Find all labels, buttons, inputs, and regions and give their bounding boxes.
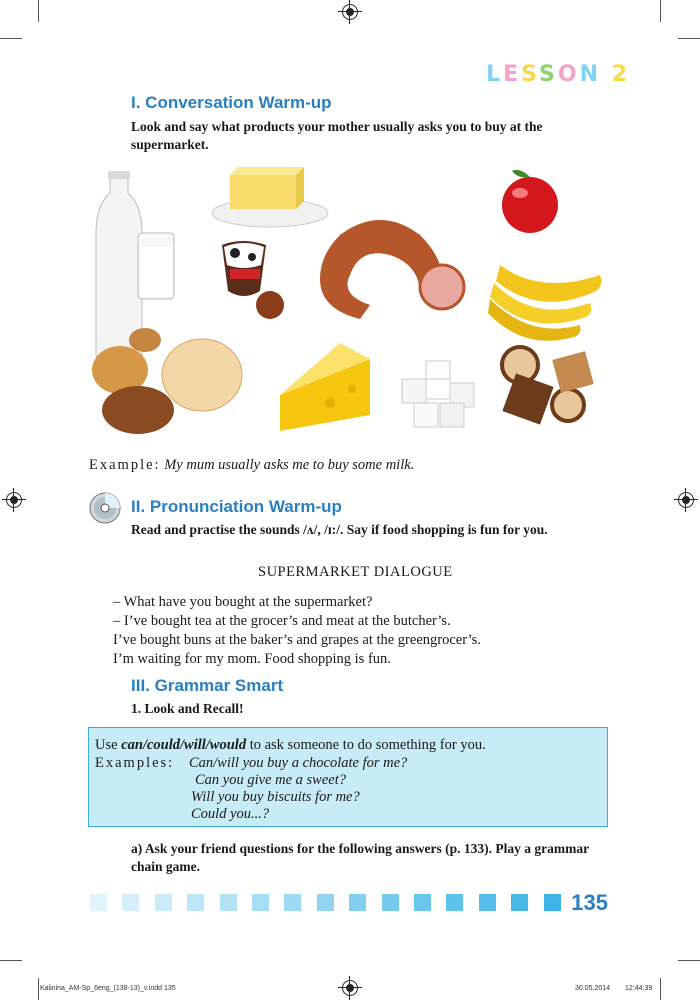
grammar-example: Will you buy biscuits for me? xyxy=(191,789,360,805)
sugar-cubes-image xyxy=(402,361,474,427)
section-title-pronunciation: II. Pronunciation Warm-up xyxy=(131,497,342,516)
decor-square xyxy=(446,894,463,911)
registration-mark xyxy=(342,4,358,20)
grammar-subheading: 1. Look and Recall! xyxy=(131,701,244,716)
crop-mark xyxy=(678,960,700,961)
crop-mark xyxy=(660,0,661,22)
cheese-image xyxy=(280,343,370,431)
example-text: My mum usually asks me to buy some milk. xyxy=(164,457,415,473)
lesson-letter: S xyxy=(521,62,540,87)
decor-square xyxy=(511,894,528,911)
section-title-grammar: III. Grammar Smart xyxy=(131,676,284,695)
rule-pre: Use xyxy=(95,737,122,753)
grammar-rule-box xyxy=(88,727,608,827)
chocolate-candy-image xyxy=(222,241,284,319)
decor-square xyxy=(220,894,237,911)
dialogue-line: I’ve bought buns at the baker’s and grapes at the greengrocer’s. xyxy=(113,632,481,648)
crop-mark xyxy=(0,38,22,39)
decor-square xyxy=(349,894,366,911)
dialogue-line: – I’ve bought tea at the grocer’s and meat at the butcher’s. xyxy=(113,613,451,629)
page-number: 135 xyxy=(571,890,608,915)
file-slug: Kalinina_AM-Sp_6eng_(138-13)_v.indd 135 xyxy=(40,985,176,992)
registration-mark xyxy=(342,980,358,996)
example-line xyxy=(89,456,414,475)
crop-mark xyxy=(660,978,661,1000)
lesson-letter xyxy=(601,62,612,87)
lesson-letter: O xyxy=(557,62,580,87)
crop-mark xyxy=(678,38,700,39)
grammar-example: Could you...? xyxy=(191,806,270,822)
dialogue-line: I’m waiting for my mom. Food shopping is fun. xyxy=(113,651,391,667)
crop-mark xyxy=(0,960,22,961)
lesson-letter: N xyxy=(579,62,602,87)
registration-mark xyxy=(678,492,694,508)
cd-icon[interactable] xyxy=(89,492,121,524)
dialogue-line: – What have you bought at the supermarket? xyxy=(113,594,373,610)
grammar-example: Can/will you buy a chocolate for me? xyxy=(189,755,408,771)
grammar-example: Can you give me a sweet? xyxy=(195,772,347,788)
biscuits-image xyxy=(502,347,594,425)
examples-label: Examples: xyxy=(95,755,175,771)
slug-date: 30.05.2014 xyxy=(575,985,611,992)
crop-mark xyxy=(38,978,39,1000)
decor-square xyxy=(284,894,301,911)
lesson-letter: E xyxy=(503,62,522,87)
bananas-image xyxy=(488,265,601,341)
rule-post: to ask someone to do something for you. xyxy=(246,737,486,753)
lesson-letter: L xyxy=(486,62,504,87)
food-illustrations xyxy=(90,165,610,445)
decor-square xyxy=(544,894,561,911)
decor-square xyxy=(122,894,139,911)
butter-image xyxy=(212,167,328,227)
lesson-letter: 2 xyxy=(611,62,630,87)
decor-square xyxy=(90,894,107,911)
sausage-image xyxy=(320,220,464,319)
decor-square xyxy=(252,894,269,911)
decor-square xyxy=(155,894,172,911)
decor-square xyxy=(479,894,496,911)
example-label: Example: xyxy=(89,457,161,473)
decor-square xyxy=(187,894,204,911)
instruction-conversation: Look and say what products your mother usually asks you to buy at the supermarket. xyxy=(131,119,543,152)
task-a: a) Ask your friend questions for the following answers (p. 133). Play a grammar chain game. xyxy=(131,841,589,874)
crop-mark xyxy=(38,0,39,22)
apple-image xyxy=(502,170,558,233)
instruction-pronunciation: Read and practise the sounds /ʌ/, /ɪ:/. Say if food shopping is fun for you. xyxy=(131,522,548,537)
decor-square xyxy=(382,894,399,911)
section-title-conversation: I. Conversation Warm-up xyxy=(131,93,332,112)
decor-square xyxy=(414,894,431,911)
slug-time: 12:44:39 xyxy=(625,985,653,992)
lesson-letter: S xyxy=(539,62,558,87)
dialogue-title: SUPERMARKET DIALOGUE xyxy=(258,564,453,580)
decor-square xyxy=(317,894,334,911)
lesson-label xyxy=(486,62,630,87)
registration-mark xyxy=(6,492,22,508)
rule-modals: can/could/will/would xyxy=(121,737,247,753)
grammar-rule xyxy=(95,736,486,755)
